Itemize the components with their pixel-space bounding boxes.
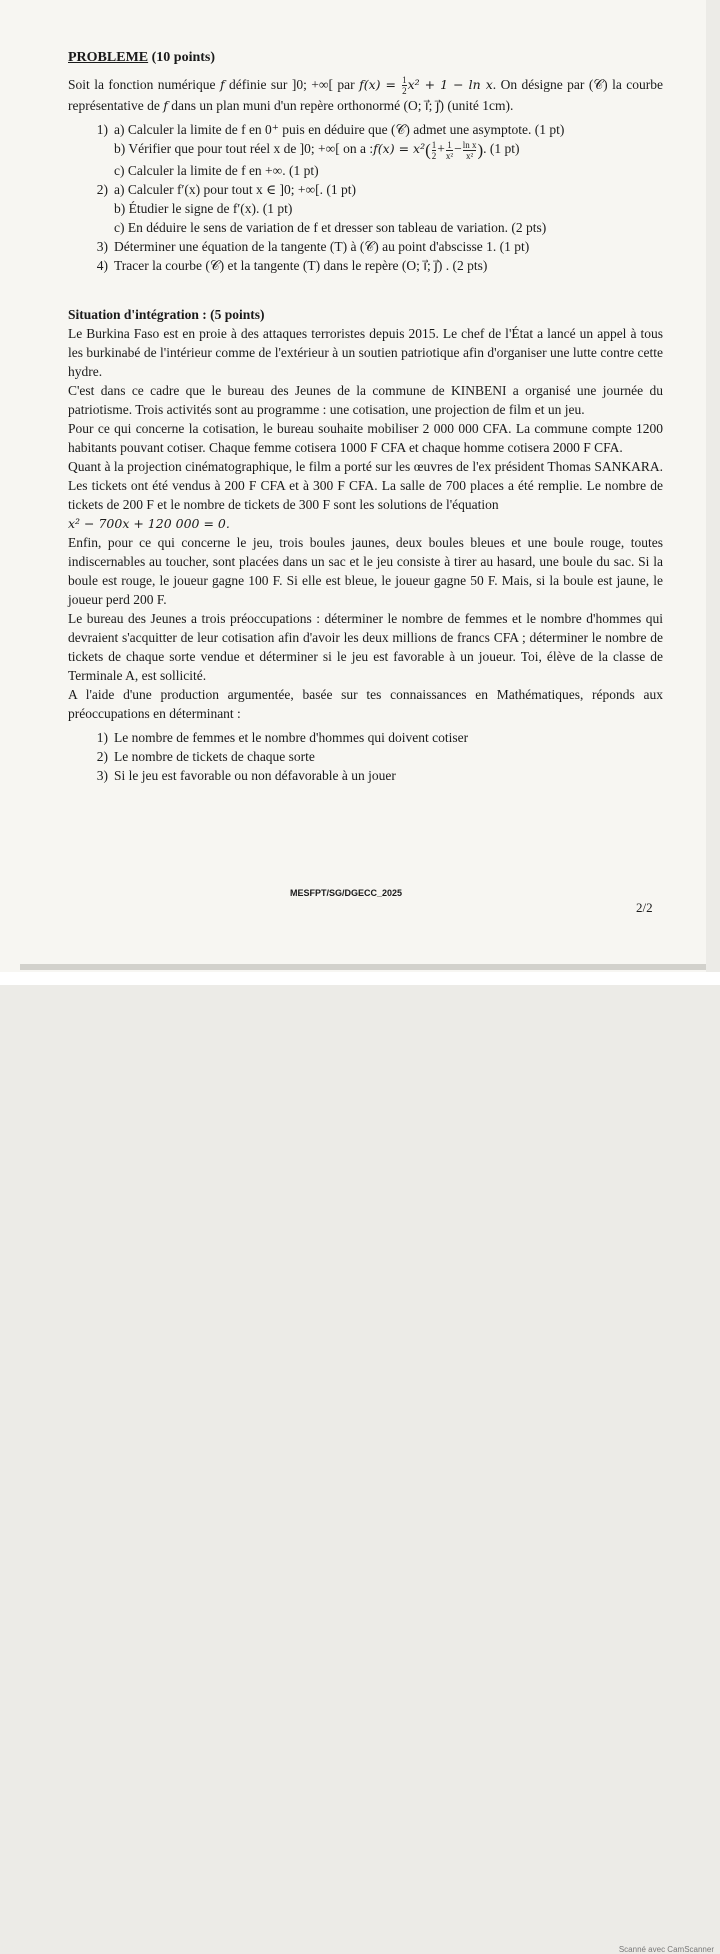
intro-fx: f(x) = xyxy=(359,77,402,92)
situation-paragraph-3: Pour ce qui concerne la cotisation, le bureau souhaite mobiliser 2 000 000 CFA. La commune compte 1200 habitants pouvant cotiser. Chaque femme cotisera 1000 F CFA et chaque homme cotisera 2000 F CFA. xyxy=(68,420,663,455)
question-number: 4) xyxy=(96,257,108,273)
question-number: 2) xyxy=(96,181,108,197)
integration-situation xyxy=(68,305,663,785)
question-number: 1) xyxy=(96,122,108,138)
task-number: 2) xyxy=(96,748,108,764)
question-1b: b) Vérifier que pour tout réel x de ]0; +∞[ on a :f(x) = x²( $\frac{1}{2}$ + $\frac{1}{\text{x²}}$ − $\frac{\text{ln x}}{\text{x²}}$ ). (1 pt) xyxy=(114,139,520,161)
question-2c: c) En déduire le sens de variation de f et dresser son tableau de variation. (2 pts) xyxy=(114,219,547,235)
fraction xyxy=(446,140,453,161)
question-text: Tracer la courbe (𝒞) et la tangente (T) dans le repère (O; ı⃗; ȷ⃗) . (2 pts) xyxy=(114,257,488,273)
question-2a xyxy=(68,180,663,199)
task-item xyxy=(68,766,663,785)
fraction-numerator: 1 xyxy=(447,139,452,150)
situation-paragraph-4: Quant à la projection cinématographique, le film a porté sur les œuvres de l'ex président Thomas SANKARA. Les tickets ont été vendus à 200 F CFA et à 300 F CFA. La salle de 700 places a été remplie. Le nombre de tickets de 200 F et le nombre de tickets de 300 F sont les solutions de l'équation xyxy=(68,458,663,512)
task-item xyxy=(68,728,663,747)
fraction-numerator: ln x xyxy=(462,139,477,150)
sheet-edge xyxy=(20,964,706,970)
task-number: 1) xyxy=(96,729,108,745)
question-4 xyxy=(68,256,663,275)
document-content xyxy=(68,48,663,785)
fraction xyxy=(432,140,437,161)
question-points: . (1 pt) xyxy=(483,141,520,157)
situation-title: Situation d'intégration : (5 points) xyxy=(68,306,265,322)
situation-tasks xyxy=(68,728,663,785)
fraction-numerator: 1 xyxy=(402,75,407,86)
task-item xyxy=(68,747,663,766)
problem-title xyxy=(68,48,663,67)
page-number: 2/2 xyxy=(636,900,653,915)
task-text: Si le jeu est favorable ou non défavorable à un jouer xyxy=(114,767,396,783)
intro-text: dans un plan muni d'un repère orthonormé (O; ı⃗; ȷ⃗) (unité 1cm). xyxy=(167,98,514,114)
situation-paragraph-6: Le bureau des Jeunes a trois préoccupations : déterminer le nombre de femmes et le nombre d'hommes qui devraient s'acquitter de leur cotisation afin d'avoir les deux millions de francs CFA ; déterminer le nombre de tickets de chaque sorte vendue et déterminer si le jeu est favorable à un joueur. Toi, élève de la classe de Terminale A, est sollicité. xyxy=(68,610,663,683)
fraction xyxy=(463,140,477,161)
problem-intro xyxy=(68,75,663,115)
intro-f: f xyxy=(163,98,168,114)
problem-points: (10 points) xyxy=(148,50,216,65)
question-2b: b) Étudier le signe de f′(x). (1 pt) xyxy=(114,200,293,216)
question-1a xyxy=(68,120,663,139)
situation-paragraph-7: A l'aide d'une production argumentée, basée sur tes connaissances en Mathématiques, réponds aux préoccupations en déterminant : xyxy=(68,686,663,721)
question-text: b) Vérifier que pour tout réel x de ]0; +∞[ on a : xyxy=(114,141,374,157)
situation-paragraph-2: C'est dans ce cadre que le bureau des Jeunes de la commune de KINBENI a organisé une journée du patriotisme. Trois activités sont au programme : une cotisation, une projection de film et un jeu. xyxy=(68,382,663,417)
question-text: Déterminer une équation de la tangente (T) à (𝒞) au point d'abscisse 1. (1 pt) xyxy=(114,238,530,254)
question-formula: f(x) = x² xyxy=(373,141,426,157)
fraction-numerator: 1 xyxy=(431,139,437,150)
footer-code: MESFPT/SG/DGECC_2025 xyxy=(290,888,403,898)
fraction-denominator: x² xyxy=(466,150,474,161)
problem-questions xyxy=(68,120,663,274)
fraction-denominator: x² xyxy=(445,150,454,161)
question-text: a) Calculer f′(x) pour tout x ∈ ]0; +∞[. (1 pt) xyxy=(114,181,356,197)
situation-paragraph-1: Le Burkina Faso est en proie à des attaques terroristes depuis 2015. Le chef de l'État a lancé un appel à tous les burkinabé de l'intérieur comme de l'extérieur à un soutien patriotique afin d'organiser une lutte contre cette hydre. xyxy=(68,325,663,379)
task-text: Le nombre de femmes et le nombre d'hommes qui doivent cotiser xyxy=(114,729,469,745)
scan-credit: Scanné avec CamScanner xyxy=(618,1945,714,1954)
fraction-half xyxy=(402,75,407,96)
fraction-denominator: 2 xyxy=(431,150,437,161)
task-text: Le nombre de tickets de chaque sorte xyxy=(114,748,315,764)
intro-f: f xyxy=(219,77,225,92)
question-3 xyxy=(68,237,663,256)
situation-paragraph-5: Enfin, pour ce qui concerne le jeu, trois boules jaunes, deux boules bleues et une boule rouge, toutes indiscernables au toucher, sont placées dans un sac et le jeu consiste à tirer au hasard, une boule du sac. Si la boule est rouge, le joueur gagne 100 F. Si elle est bleue, le joueur gagne 50 F. Mais, si la boule est jaune, le joueur perd 200 F. xyxy=(68,534,663,607)
problem-title-label: PROBLEME xyxy=(68,50,149,65)
situation-equation: x² − 700x + 120 000 = 0. xyxy=(68,515,230,531)
question-number: 3) xyxy=(96,238,108,254)
task-number: 3) xyxy=(96,767,108,783)
intro-text: définie sur ]0; +∞[ par xyxy=(224,77,360,92)
question-text: a) Calculer la limite de f en 0⁺ puis en déduire que (𝒞) admet une asymptote. (1 pt) xyxy=(114,122,565,138)
fraction-denominator: 2 xyxy=(402,86,407,97)
question-1c: c) Calculer la limite de f en +∞. (1 pt) xyxy=(114,162,319,178)
intro-fx-rest: x² + 1 − ln x xyxy=(407,77,493,92)
scan-strip xyxy=(0,972,720,1954)
intro-text: Soit la fonction numérique xyxy=(68,77,220,92)
intro-text: . On désigne par (𝒞) la courbe représentative de xyxy=(68,77,663,114)
